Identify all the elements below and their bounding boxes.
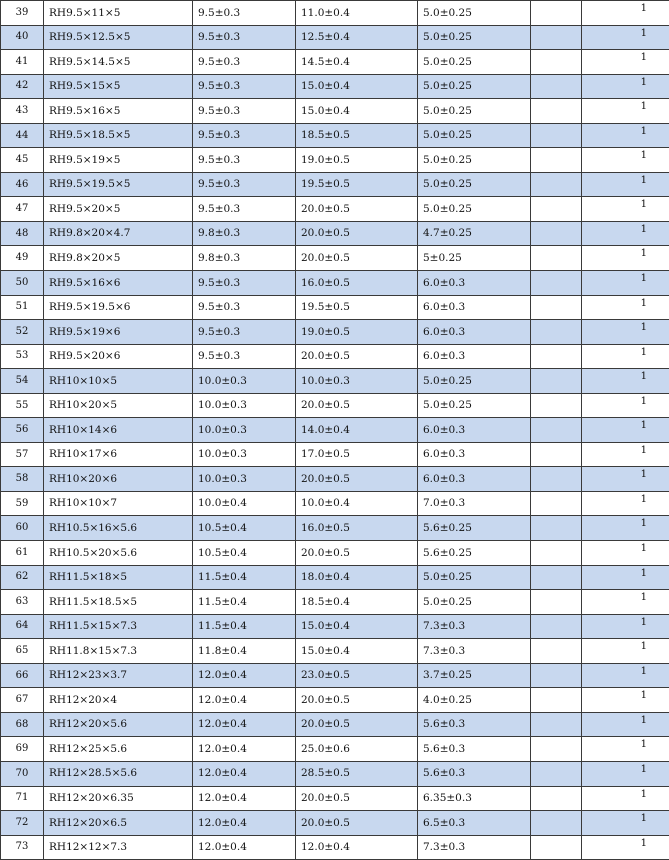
- length-cell: 20.0±0.5: [296, 786, 418, 811]
- length-cell: 12.5±0.4: [296, 25, 418, 50]
- table-row: [1, 786, 669, 811]
- table-row: [1, 172, 669, 197]
- thickness-cell: 5.0±0.25: [418, 172, 531, 197]
- thickness-cell: 5.0±0.25: [418, 123, 531, 148]
- outer-dimension-cell: 10.0±0.3: [193, 369, 296, 394]
- length-cell: 20.0±0.5: [296, 221, 418, 246]
- outer-dimension-cell: 9.5±0.3: [193, 172, 296, 197]
- empty-cell: [531, 1, 582, 26]
- thickness-cell: 7.3±0.3: [418, 614, 531, 639]
- row-number-cell: 48: [1, 221, 44, 246]
- outer-dimension-cell: 11.8±0.4: [193, 639, 296, 664]
- thickness-cell: 5.6±0.3: [418, 737, 531, 762]
- length-cell: 18.5±0.5: [296, 123, 418, 148]
- row-number-cell: 73: [1, 835, 44, 860]
- length-cell: 11.0±0.4: [296, 1, 418, 26]
- table-row: [1, 25, 669, 50]
- model-cell: RH10×10×7: [44, 491, 193, 516]
- table-row: [1, 541, 669, 566]
- model-cell: RH9.5×14.5×5: [44, 50, 193, 75]
- thickness-cell: 5±0.25: [418, 246, 531, 271]
- row-number-cell: 49: [1, 246, 44, 271]
- model-cell: RH12×28.5×5.6: [44, 761, 193, 786]
- table-row: [1, 271, 669, 296]
- model-cell: RH10.5×16×5.6: [44, 516, 193, 541]
- outer-dimension-cell: 10.0±0.3: [193, 418, 296, 443]
- empty-cell: [531, 516, 582, 541]
- thickness-cell: 6.0±0.3: [418, 344, 531, 369]
- quantity-cell: 1: [582, 663, 669, 688]
- outer-dimension-cell: 9.8±0.3: [193, 221, 296, 246]
- table-body: [1, 1, 669, 860]
- thickness-cell: 3.7±0.25: [418, 663, 531, 688]
- empty-cell: [531, 74, 582, 99]
- outer-dimension-cell: 9.5±0.3: [193, 295, 296, 320]
- empty-cell: [531, 344, 582, 369]
- quantity-cell: 1: [582, 271, 669, 296]
- length-cell: 20.0±0.5: [296, 811, 418, 836]
- table-row: [1, 221, 669, 246]
- empty-cell: [531, 467, 582, 492]
- outer-dimension-cell: 10.5±0.4: [193, 516, 296, 541]
- quantity-cell: 1: [582, 172, 669, 197]
- empty-cell: [531, 197, 582, 222]
- quantity-cell: 1: [582, 197, 669, 222]
- outer-dimension-cell: 10.0±0.3: [193, 442, 296, 467]
- empty-cell: [531, 688, 582, 713]
- length-cell: 15.0±0.4: [296, 99, 418, 124]
- length-cell: 19.5±0.5: [296, 295, 418, 320]
- thickness-cell: 5.6±0.25: [418, 516, 531, 541]
- model-cell: RH10×20×5: [44, 393, 193, 418]
- thickness-cell: 6.0±0.3: [418, 442, 531, 467]
- model-cell: RH12×20×4: [44, 688, 193, 713]
- outer-dimension-cell: 12.0±0.4: [193, 712, 296, 737]
- model-cell: RH9.5×19×5: [44, 148, 193, 173]
- thickness-cell: 6.35±0.3: [418, 786, 531, 811]
- outer-dimension-cell: 9.5±0.3: [193, 148, 296, 173]
- empty-cell: [531, 786, 582, 811]
- table-row: [1, 712, 669, 737]
- table-row: [1, 688, 669, 713]
- model-cell: RH11.8×15×7.3: [44, 639, 193, 664]
- empty-cell: [531, 320, 582, 345]
- table-row: [1, 491, 669, 516]
- quantity-cell: 1: [582, 295, 669, 320]
- model-cell: RH9.5×12.5×5: [44, 25, 193, 50]
- quantity-cell: 1: [582, 565, 669, 590]
- model-cell: RH9.5×16×6: [44, 271, 193, 296]
- outer-dimension-cell: 9.5±0.3: [193, 99, 296, 124]
- thickness-cell: 5.0±0.25: [418, 74, 531, 99]
- table-row: [1, 565, 669, 590]
- quantity-cell: 1: [582, 639, 669, 664]
- thickness-cell: 6.0±0.3: [418, 295, 531, 320]
- row-number-cell: 69: [1, 737, 44, 762]
- quantity-cell: 1: [582, 467, 669, 492]
- row-number-cell: 57: [1, 442, 44, 467]
- row-number-cell: 56: [1, 418, 44, 443]
- model-cell: RH12×25×5.6: [44, 737, 193, 762]
- empty-cell: [531, 25, 582, 50]
- quantity-cell: 1: [582, 393, 669, 418]
- model-cell: RH11.5×18×5: [44, 565, 193, 590]
- outer-dimension-cell: 12.0±0.4: [193, 663, 296, 688]
- thickness-cell: 5.0±0.25: [418, 1, 531, 26]
- table-row: [1, 344, 669, 369]
- thickness-cell: 7.3±0.3: [418, 835, 531, 860]
- model-cell: RH9.5×16×5: [44, 99, 193, 124]
- row-number-cell: 54: [1, 369, 44, 394]
- empty-cell: [531, 271, 582, 296]
- model-cell: RH10.5×20×5.6: [44, 541, 193, 566]
- outer-dimension-cell: 11.5±0.4: [193, 565, 296, 590]
- table-row: [1, 590, 669, 615]
- row-number-cell: 68: [1, 712, 44, 737]
- quantity-cell: 1: [582, 50, 669, 75]
- row-number-cell: 51: [1, 295, 44, 320]
- quantity-cell: 1: [582, 25, 669, 50]
- outer-dimension-cell: 9.5±0.3: [193, 123, 296, 148]
- thickness-cell: 6.0±0.3: [418, 320, 531, 345]
- length-cell: 15.0±0.4: [296, 614, 418, 639]
- row-number-cell: 70: [1, 761, 44, 786]
- length-cell: 20.0±0.5: [296, 344, 418, 369]
- table-row: [1, 369, 669, 394]
- length-cell: 20.0±0.5: [296, 688, 418, 713]
- quantity-cell: 1: [582, 369, 669, 394]
- row-number-cell: 67: [1, 688, 44, 713]
- empty-cell: [531, 614, 582, 639]
- length-cell: 20.0±0.5: [296, 246, 418, 271]
- row-number-cell: 39: [1, 1, 44, 26]
- empty-cell: [531, 737, 582, 762]
- table-row: [1, 295, 669, 320]
- thickness-cell: 7.3±0.3: [418, 639, 531, 664]
- row-number-cell: 47: [1, 197, 44, 222]
- empty-cell: [531, 221, 582, 246]
- length-cell: 18.5±0.4: [296, 590, 418, 615]
- quantity-cell: 1: [582, 835, 669, 860]
- length-cell: 19.0±0.5: [296, 320, 418, 345]
- quantity-cell: 1: [582, 712, 669, 737]
- length-cell: 20.0±0.5: [296, 393, 418, 418]
- thickness-cell: 5.0±0.25: [418, 99, 531, 124]
- thickness-cell: 6.0±0.3: [418, 271, 531, 296]
- quantity-cell: 1: [582, 786, 669, 811]
- table-row: [1, 74, 669, 99]
- empty-cell: [531, 442, 582, 467]
- row-number-cell: 53: [1, 344, 44, 369]
- model-cell: RH10×10×5: [44, 369, 193, 394]
- length-cell: 20.0±0.5: [296, 712, 418, 737]
- table-row: [1, 663, 669, 688]
- table-row: [1, 50, 669, 75]
- empty-cell: [531, 123, 582, 148]
- table-row: [1, 1, 669, 26]
- thickness-cell: 5.6±0.25: [418, 541, 531, 566]
- empty-cell: [531, 761, 582, 786]
- thickness-cell: 5.0±0.25: [418, 148, 531, 173]
- quantity-cell: 1: [582, 688, 669, 713]
- thickness-cell: 5.6±0.3: [418, 712, 531, 737]
- outer-dimension-cell: 9.5±0.3: [193, 320, 296, 345]
- model-cell: RH9.8×20×4.7: [44, 221, 193, 246]
- thickness-cell: 4.7±0.25: [418, 221, 531, 246]
- length-cell: 10.0±0.4: [296, 491, 418, 516]
- thickness-cell: 6.0±0.3: [418, 418, 531, 443]
- quantity-cell: 1: [582, 123, 669, 148]
- outer-dimension-cell: 12.0±0.4: [193, 786, 296, 811]
- outer-dimension-cell: 12.0±0.4: [193, 761, 296, 786]
- empty-cell: [531, 590, 582, 615]
- outer-dimension-cell: 12.0±0.4: [193, 737, 296, 762]
- length-cell: 16.0±0.5: [296, 516, 418, 541]
- outer-dimension-cell: 12.0±0.4: [193, 811, 296, 836]
- quantity-cell: 1: [582, 541, 669, 566]
- length-cell: 28.5±0.5: [296, 761, 418, 786]
- thickness-cell: 5.0±0.25: [418, 565, 531, 590]
- table-row: [1, 320, 669, 345]
- outer-dimension-cell: 10.5±0.4: [193, 541, 296, 566]
- model-cell: RH10×17×6: [44, 442, 193, 467]
- model-cell: RH9.5×15×5: [44, 74, 193, 99]
- length-cell: 18.0±0.4: [296, 565, 418, 590]
- empty-cell: [531, 369, 582, 394]
- quantity-cell: 1: [582, 246, 669, 271]
- empty-cell: [531, 491, 582, 516]
- quantity-cell: 1: [582, 737, 669, 762]
- length-cell: 16.0±0.5: [296, 271, 418, 296]
- table-row: [1, 442, 669, 467]
- thickness-cell: 7.0±0.3: [418, 491, 531, 516]
- outer-dimension-cell: 9.5±0.3: [193, 344, 296, 369]
- quantity-cell: 1: [582, 418, 669, 443]
- length-cell: 17.0±0.5: [296, 442, 418, 467]
- thickness-cell: 5.0±0.25: [418, 590, 531, 615]
- row-number-cell: 43: [1, 99, 44, 124]
- empty-cell: [531, 99, 582, 124]
- row-number-cell: 46: [1, 172, 44, 197]
- length-cell: 14.0±0.4: [296, 418, 418, 443]
- table-row: [1, 835, 669, 860]
- length-cell: 14.5±0.4: [296, 50, 418, 75]
- model-cell: RH12×20×6.35: [44, 786, 193, 811]
- length-cell: 12.0±0.4: [296, 835, 418, 860]
- quantity-cell: 1: [582, 516, 669, 541]
- row-number-cell: 64: [1, 614, 44, 639]
- length-cell: 20.0±0.5: [296, 467, 418, 492]
- table-row: [1, 614, 669, 639]
- model-cell: RH12×20×6.5: [44, 811, 193, 836]
- model-cell: RH9.5×19×6: [44, 320, 193, 345]
- thickness-cell: 6.0±0.3: [418, 467, 531, 492]
- outer-dimension-cell: 9.5±0.3: [193, 1, 296, 26]
- model-cell: RH9.8×20×5: [44, 246, 193, 271]
- length-cell: 15.0±0.4: [296, 74, 418, 99]
- quantity-cell: 1: [582, 491, 669, 516]
- row-number-cell: 60: [1, 516, 44, 541]
- outer-dimension-cell: 9.5±0.3: [193, 271, 296, 296]
- length-cell: 25.0±0.6: [296, 737, 418, 762]
- empty-cell: [531, 418, 582, 443]
- thickness-cell: 5.0±0.25: [418, 50, 531, 75]
- model-cell: RH12×12×7.3: [44, 835, 193, 860]
- quantity-cell: 1: [582, 148, 669, 173]
- quantity-cell: 1: [582, 344, 669, 369]
- row-number-cell: 50: [1, 271, 44, 296]
- thickness-cell: 4.0±0.25: [418, 688, 531, 713]
- thickness-cell: 5.0±0.25: [418, 25, 531, 50]
- length-cell: 20.0±0.5: [296, 197, 418, 222]
- quantity-cell: 1: [582, 442, 669, 467]
- row-number-cell: 61: [1, 541, 44, 566]
- quantity-cell: 1: [582, 221, 669, 246]
- length-cell: 19.0±0.5: [296, 148, 418, 173]
- model-cell: RH9.5×11×5: [44, 1, 193, 26]
- empty-cell: [531, 172, 582, 197]
- outer-dimension-cell: 9.5±0.3: [193, 25, 296, 50]
- empty-cell: [531, 639, 582, 664]
- table-row: [1, 246, 669, 271]
- row-number-cell: 71: [1, 786, 44, 811]
- empty-cell: [531, 295, 582, 320]
- quantity-cell: 1: [582, 614, 669, 639]
- row-number-cell: 42: [1, 74, 44, 99]
- thickness-cell: 5.0±0.25: [418, 197, 531, 222]
- table-row: [1, 811, 669, 836]
- row-number-cell: 40: [1, 25, 44, 50]
- thickness-cell: 5.6±0.3: [418, 761, 531, 786]
- empty-cell: [531, 393, 582, 418]
- row-number-cell: 41: [1, 50, 44, 75]
- thickness-cell: 5.0±0.25: [418, 393, 531, 418]
- length-cell: 20.0±0.5: [296, 541, 418, 566]
- row-number-cell: 65: [1, 639, 44, 664]
- quantity-cell: 1: [582, 99, 669, 124]
- model-cell: RH10×14×6: [44, 418, 193, 443]
- row-number-cell: 59: [1, 491, 44, 516]
- row-number-cell: 66: [1, 663, 44, 688]
- quantity-cell: 1: [582, 761, 669, 786]
- length-cell: 19.5±0.5: [296, 172, 418, 197]
- length-cell: 10.0±0.3: [296, 369, 418, 394]
- outer-dimension-cell: 9.8±0.3: [193, 246, 296, 271]
- thickness-cell: 6.5±0.3: [418, 811, 531, 836]
- empty-cell: [531, 835, 582, 860]
- row-number-cell: 58: [1, 467, 44, 492]
- outer-dimension-cell: 10.0±0.4: [193, 491, 296, 516]
- outer-dimension-cell: 11.5±0.4: [193, 590, 296, 615]
- empty-cell: [531, 811, 582, 836]
- empty-cell: [531, 663, 582, 688]
- outer-dimension-cell: 9.5±0.3: [193, 74, 296, 99]
- length-cell: 15.0±0.4: [296, 639, 418, 664]
- table-row: [1, 639, 669, 664]
- empty-cell: [531, 565, 582, 590]
- table-row: [1, 516, 669, 541]
- outer-dimension-cell: 10.0±0.3: [193, 467, 296, 492]
- empty-cell: [531, 50, 582, 75]
- quantity-cell: 1: [582, 1, 669, 26]
- model-cell: RH10×20×6: [44, 467, 193, 492]
- table-row: [1, 99, 669, 124]
- model-cell: RH9.5×19.5×6: [44, 295, 193, 320]
- model-cell: RH11.5×15×7.3: [44, 614, 193, 639]
- table-row: [1, 761, 669, 786]
- table-row: [1, 737, 669, 762]
- model-cell: RH11.5×18.5×5: [44, 590, 193, 615]
- outer-dimension-cell: 9.5±0.3: [193, 50, 296, 75]
- outer-dimension-cell: 11.5±0.4: [193, 614, 296, 639]
- quantity-cell: 1: [582, 811, 669, 836]
- outer-dimension-cell: 12.0±0.4: [193, 688, 296, 713]
- outer-dimension-cell: 10.0±0.3: [193, 393, 296, 418]
- row-number-cell: 45: [1, 148, 44, 173]
- outer-dimension-cell: 12.0±0.4: [193, 835, 296, 860]
- empty-cell: [531, 712, 582, 737]
- row-number-cell: 72: [1, 811, 44, 836]
- empty-cell: [531, 541, 582, 566]
- outer-dimension-cell: 9.5±0.3: [193, 197, 296, 222]
- model-cell: RH12×20×5.6: [44, 712, 193, 737]
- table-row: [1, 148, 669, 173]
- row-number-cell: 55: [1, 393, 44, 418]
- table-row: [1, 467, 669, 492]
- table-row: [1, 123, 669, 148]
- model-cell: RH9.5×20×5: [44, 197, 193, 222]
- model-cell: RH9.5×19.5×5: [44, 172, 193, 197]
- empty-cell: [531, 246, 582, 271]
- quantity-cell: 1: [582, 590, 669, 615]
- model-cell: RH12×23×3.7: [44, 663, 193, 688]
- row-number-cell: 44: [1, 123, 44, 148]
- model-cell: RH9.5×18.5×5: [44, 123, 193, 148]
- model-cell: RH9.5×20×6: [44, 344, 193, 369]
- table-row: [1, 418, 669, 443]
- row-number-cell: 63: [1, 590, 44, 615]
- thickness-cell: 5.0±0.25: [418, 369, 531, 394]
- row-number-cell: 62: [1, 565, 44, 590]
- row-number-cell: 52: [1, 320, 44, 345]
- length-cell: 23.0±0.5: [296, 663, 418, 688]
- table-row: [1, 393, 669, 418]
- quantity-cell: 1: [582, 74, 669, 99]
- table-row: [1, 197, 669, 222]
- empty-cell: [531, 148, 582, 173]
- quantity-cell: 1: [582, 320, 669, 345]
